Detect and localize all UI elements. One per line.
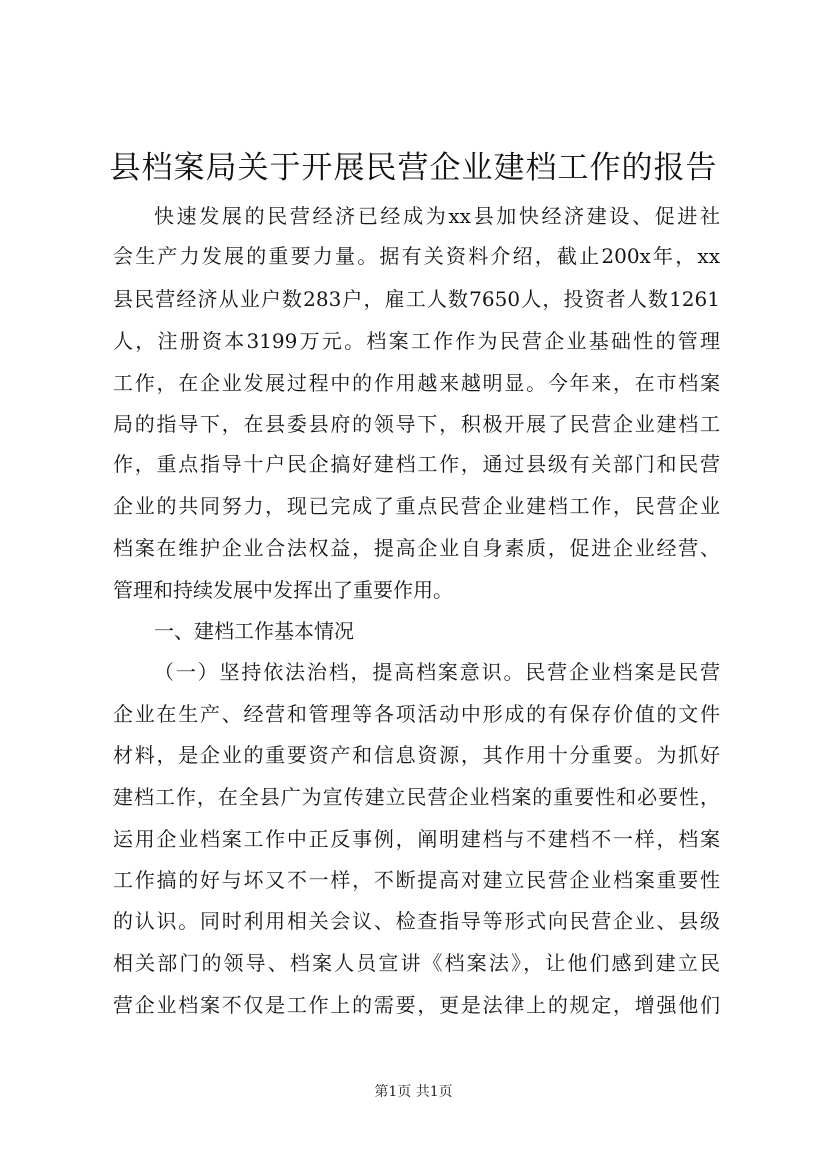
paragraph-line-5: 工作，在企业发展过程中的作用越来越明显。今年来，在市档案 <box>113 371 720 395</box>
paragraph-line-20: 营企业档案不仅是工作上的需要，更是法律上的规定，增强他们 <box>113 993 720 1017</box>
paragraph-line-2: 会生产力发展的重要力量。据有关资料介绍，截止200x年，xx <box>113 244 720 268</box>
paragraph-line-3: 县民营经济从业户数283户，雇工人数7650人，投资者人数1261 <box>113 287 720 311</box>
paragraph-line-13: 企业在生产、经营和管理等各项活动中形成的有保存价值的文件 <box>113 702 720 726</box>
page-footer: 第1页 共1页 <box>374 1084 453 1100</box>
document-title: 县档案局关于开展民营企业建档工作的报告 <box>109 150 718 186</box>
paragraph-line-7: 作，重点指导十户民企搞好建档工作，通过县级有关部门和民营 <box>113 452 720 476</box>
paragraph-line-14: 材料，是企业的重要资产和信息资源，其作用十分重要。为抓好 <box>113 743 720 767</box>
paragraph-line-16: 运用企业档案工作中正反事例，阐明建档与不建档不一样，档案 <box>113 827 720 851</box>
section-heading: 一、建档工作基本情况 <box>154 619 354 643</box>
paragraph-line-17: 工作搞的好与坏又不一样，不断提高对建立民营企业档案重要性 <box>113 868 720 892</box>
paragraph-line-8: 企业的共同努力，现已完成了重点民营企业建档工作，民营企业 <box>113 494 720 518</box>
paragraph-line-15: 建档工作，在全县广为宣传建立民营企业档案的重要性和必要性， <box>113 785 720 809</box>
paragraph-line-4: 人，注册资本3199万元。档案工作作为民营企业基础性的管理 <box>113 329 720 353</box>
paragraph-line-6: 局的指导下，在县委县府的领导下，积极开展了民营企业建档工 <box>113 412 720 436</box>
paragraph-line-19: 相关部门的领导、档案人员宣讲《档案法》，让他们感到建立民 <box>113 951 720 975</box>
paragraph-line-9: 档案在维护企业合法权益，提高企业自身素质，促进企业经营、 <box>113 536 720 560</box>
paragraph-line-12: （一）坚持依法治档，提高档案意识。民营企业档案是民营 <box>154 660 720 684</box>
paragraph-line-18: 的认识。同时利用相关会议、检查指导等形式向民营企业、县级 <box>113 909 720 933</box>
paragraph-line-1: 快速发展的民营经济已经成为xx县加快经济建设、促进社 <box>154 204 720 228</box>
paragraph-line-10: 管理和持续发展中发挥出了重要作用。 <box>113 578 453 602</box>
